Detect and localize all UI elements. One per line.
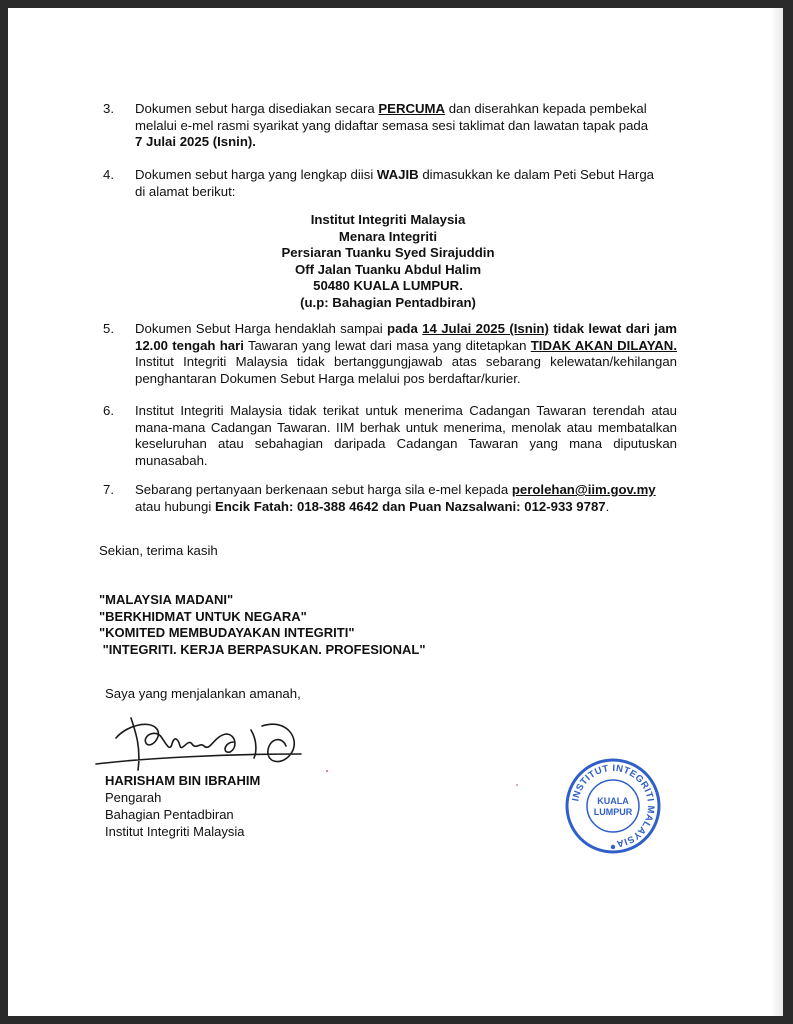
- item-text: dan diserahkan kepada pembekal: [445, 101, 647, 116]
- item-bold: 7 Julai 2025 (Isnin).: [135, 134, 256, 150]
- slogans: [99, 592, 426, 658]
- address-line: Institut Integriti Malaysia: [310, 212, 466, 227]
- item-bold: tidak lewat dari jam 12.00 tengah hari: [135, 321, 678, 353]
- item-body: Institut Integriti Malaysia tidak terikat untuk menerima Cadangan Tawaran terendah atau mana-mana Cadangan Tawaran. IIM berhak untuk menerima, menolak atau membatalkan keseluruhan atau sebahagian daripada Cadangan Tawaran yang mana diputuskan munasabah.: [135, 403, 677, 468]
- item-body: [135, 167, 677, 200]
- item-number: 4.: [103, 167, 114, 182]
- item-number: 3.: [103, 101, 114, 116]
- slogan-line: "BERKHIDMAT UNTUK NEGARA": [99, 608, 307, 624]
- page-edge-shadow: [771, 8, 783, 1016]
- item-number: 6.: [103, 403, 114, 418]
- item-bold: pada: [387, 321, 423, 336]
- slogan-line: "MALAYSIA MADANI": [99, 592, 234, 607]
- item-text: atau hubungi: [135, 498, 215, 514]
- item-date: 14 Julai 2025 (Isnin): [422, 321, 549, 336]
- signer-block: [105, 772, 260, 840]
- item-body: [135, 482, 677, 515]
- ink-speck: [516, 784, 518, 786]
- address-block: [188, 212, 588, 312]
- stamp-ring-text: INSTITUT INTEGRITI MALAYSIA: [570, 762, 657, 849]
- email-link[interactable]: perolehan@iim.gov.my: [511, 482, 656, 497]
- document-page: [8, 8, 783, 1016]
- item-warning: TIDAK AKAN DILAYAN.: [530, 337, 677, 353]
- item-bold: WAJIB: [376, 167, 419, 182]
- official-stamp: [563, 756, 663, 856]
- amanah-text: Saya yang menjalankan amanah,: [105, 686, 301, 701]
- closing-text: Sekian, terima kasih: [99, 543, 218, 558]
- address-line: Menara Integriti: [338, 228, 438, 244]
- address-line: 50480 KUALA LUMPUR.: [313, 278, 463, 294]
- item-text: Dokumen sebut harga disediakan secara: [135, 101, 379, 116]
- item-text: Sebarang pertanyaan berkenaan sebut harga sila e-mel kepada: [135, 482, 512, 497]
- item-bold: PERCUMA: [378, 101, 446, 116]
- address-line: (u.p: Bahagian Pentadbiran): [300, 294, 476, 310]
- signer-title: Pengarah: [105, 790, 162, 805]
- item-text: Institut Integriti Malaysia tidak bertanggungjawab atas sebarang kelewatan/kehilangan penghantaran Dokumen Sebut Harga melalui pos berdaftar/kurier.: [135, 354, 677, 386]
- signer-organization: Institut Integriti Malaysia: [105, 824, 245, 839]
- ink-speck: [326, 770, 328, 772]
- item-text: .: [605, 498, 610, 514]
- signer-department: Bahagian Pentadbiran: [105, 807, 234, 822]
- item-body: [135, 321, 677, 387]
- address-line: Persiaran Tuanku Syed Sirajuddin: [281, 245, 495, 261]
- item-number: 5.: [103, 321, 114, 336]
- item-text: dimasukkan ke dalam Peti Sebut Harga: [418, 167, 654, 182]
- item-text: melalui e-mel rasmi syarikat yang didaftar semasa sesi taklimat dan lawatan tapak pada: [135, 117, 649, 133]
- contact-numbers: Encik Fatah: 018-388 4642 dan Puan Nazsalwani: 012-933 9787: [214, 498, 606, 514]
- stamp-center-line1: KUALA: [597, 796, 629, 806]
- slogan-line: "INTEGRITI. KERJA BERPASUKAN. PROFESIONAL": [99, 641, 426, 657]
- signer-name: HARISHAM BIN IBRAHIM: [105, 773, 261, 788]
- item-text: di alamat berikut:: [135, 183, 236, 199]
- slogan-line: "KOMITED MEMBUDAYAKAN INTEGRITI": [99, 625, 355, 641]
- item-text: Dokumen sebut harga yang lengkap diisi: [135, 167, 377, 182]
- address-line: Off Jalan Tuanku Abdul Halim: [294, 261, 482, 277]
- item-number: 7.: [103, 482, 114, 497]
- stamp-center-line2: LUMPUR: [593, 807, 633, 817]
- item-text: Dokumen Sebut Harga hendaklah sampai: [135, 321, 388, 336]
- item-body: [135, 101, 677, 151]
- item-text: Tawaran yang lewat dari masa yang ditetapkan: [243, 337, 531, 353]
